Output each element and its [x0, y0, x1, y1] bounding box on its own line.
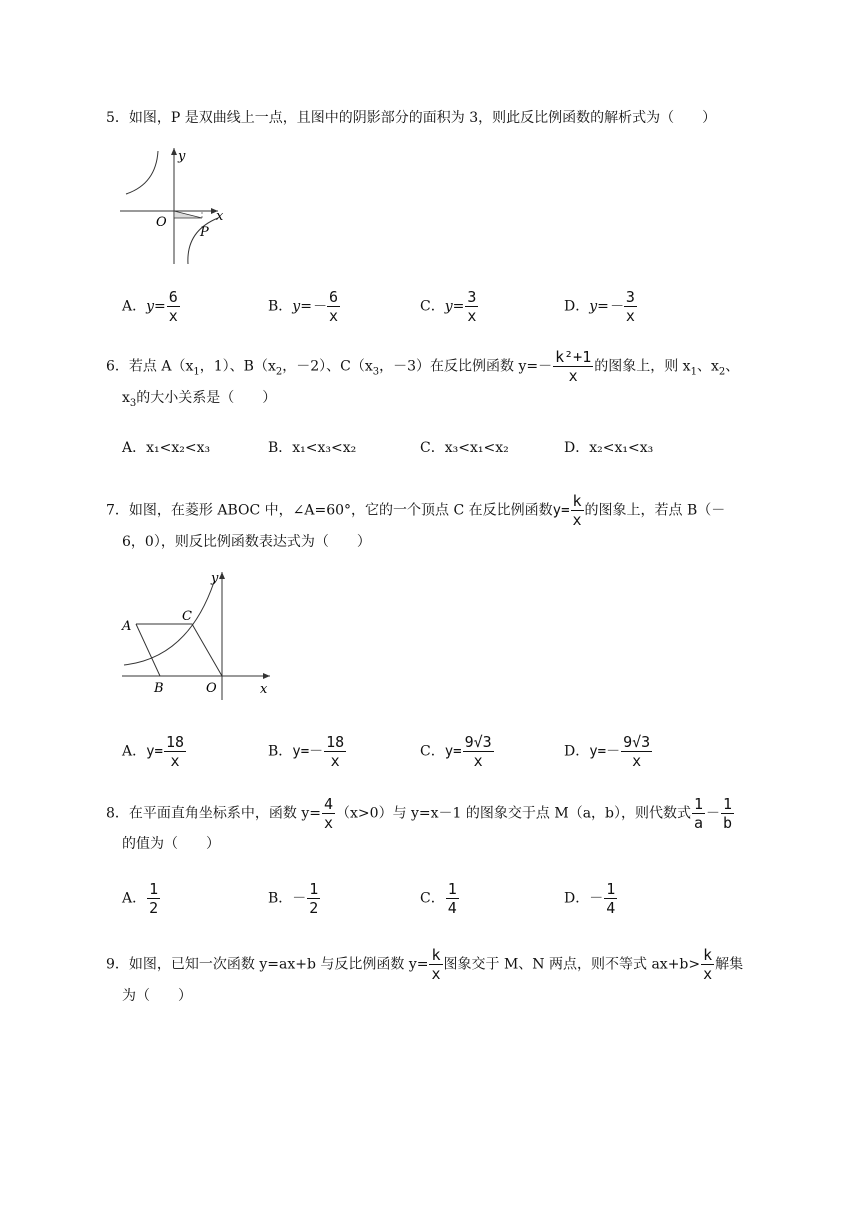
q7-option-d[interactable]: D．y=－ $\frac{9√3}{x}$: [564, 733, 651, 770]
q5-p-label: P: [200, 225, 209, 240]
q5-y-label: y: [178, 149, 186, 164]
q8-option-c[interactable]: C． $\frac{1}{4}$: [420, 880, 457, 917]
q7-figure: [118, 568, 278, 702]
q9-stem-line2: 为（ ）: [122, 988, 192, 1004]
q7-stem: 7．如图，在菱形 ABOC 中，∠A=60°，它的一个顶点 C 在反比例函数y= $\frac{k}{x}$ 的图象上，若点 B（－: [106, 492, 726, 529]
q5-option-c[interactable]: C．y= $\frac{3}{x}$: [420, 288, 477, 325]
q5-option-d[interactable]: D．y=－ $\frac{3}{x}$: [564, 288, 635, 325]
q6-option-c[interactable]: C．x₃<x₁<x₂: [420, 440, 509, 456]
q8-option-d[interactable]: D．－ $\frac{1}{4}$: [564, 880, 616, 917]
q7-option-c[interactable]: C．y= $\frac{9√3}{x}$: [420, 733, 492, 770]
q5-stem: 5．如图，P 是双曲线上一点，且图中的阴影部分的面积为 3，则此反比例函数的解析式为（ ）: [106, 110, 717, 126]
q7-option-a[interactable]: A．y= $\frac{18}{x}$: [122, 733, 185, 770]
q7-b-label: B: [154, 681, 164, 696]
q5-figure: [118, 146, 228, 268]
q7-x-label: x: [260, 682, 268, 697]
q5-origin-label: O: [156, 215, 167, 230]
q6-option-b[interactable]: B．x₁<x₃<x₂: [268, 440, 357, 456]
q5-option-a[interactable]: A．y= $\frac{6}{x}$: [122, 288, 178, 325]
q8-stem-line2: 的值为（ ）: [122, 836, 220, 852]
q7-stem-line2: 6，0），则反比例函数表达式为（ ）: [122, 534, 371, 550]
q9-stem: 9．如图，已知一次函数 y=ax+b 与反比例函数 y= $\frac{k}{x}$ 图象交于 M、N 两点，则不等式 ax+b> $\frac{k}{x}$ 解集: [106, 946, 744, 983]
q5-option-b[interactable]: B．y=－ $\frac{6}{x}$: [268, 288, 338, 325]
q7-o-label: O: [206, 681, 217, 696]
q6-stem: 6．若点 $A(x_1$，1）、$B(x_2$，－2）、$C(x_3$，－3）在反比例函数 y=－ $\frac{\text{k²+1}}{x}$ 的图象上，则 $x_1$、$x_2$、: [106, 348, 740, 385]
q7-option-b[interactable]: B．y=－ $\frac{18}{x}$: [268, 733, 345, 770]
q6-option-d[interactable]: D．x₂<x₁<x₃: [564, 440, 654, 456]
q7-y-label: y: [211, 571, 219, 586]
q7-a-label: A: [122, 619, 132, 634]
q5-x-label: x: [216, 209, 224, 224]
q7-c-label: C: [182, 609, 192, 624]
q6-option-a[interactable]: A．x₁<x₂<x₃: [122, 440, 211, 456]
q8-option-b[interactable]: B．－ $\frac{1}{2}$: [268, 880, 319, 917]
q6-stem-line2: $x_3$的大小关系是（ ）: [122, 390, 277, 409]
q8-option-a[interactable]: A． $\frac{1}{2}$: [122, 880, 159, 917]
q8-stem: 8．在平面直角坐标系中，函数 y= $\frac{4}{x}$ （x>0）与 y=x－1 的图象交于点 M（a，b），则代数式 $\frac{1}{a}$ － $\frac{1}{b}$: [106, 795, 733, 832]
